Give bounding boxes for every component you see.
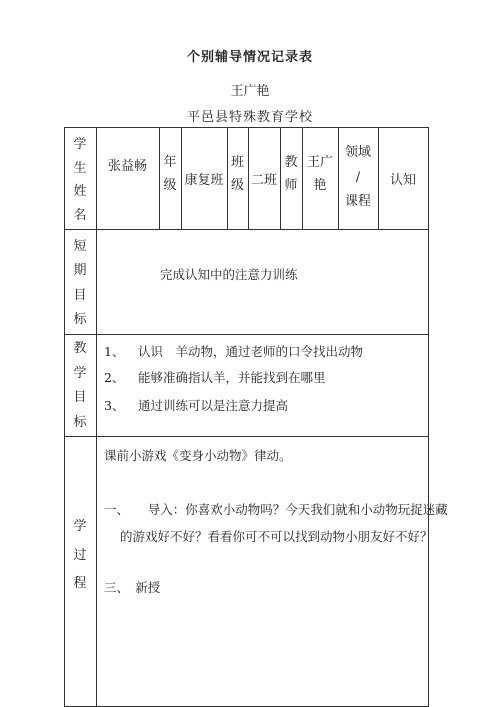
table-border-right — [428, 127, 429, 707]
short-goal-label-char: 目 — [73, 287, 87, 303]
process-label-char: 学 — [73, 519, 87, 534]
short-goal-label — [64, 240, 96, 326]
process-label-char: 程 — [73, 576, 87, 591]
class-label-char: 班 — [230, 155, 244, 170]
short-goal-label-char: 标 — [73, 311, 87, 327]
teaching-goal-text: 认识 羊动物，通过老师的口令找出动物 — [138, 344, 364, 359]
student-label-char: 名 — [73, 207, 87, 223]
teacher-name — [302, 156, 338, 192]
domain-value: 认知 — [389, 172, 416, 188]
short-goal-label-char: 期 — [73, 263, 87, 279]
process-label — [64, 520, 96, 590]
teaching-goal-text: 能够准确指认羊，并能找到在哪里 — [138, 370, 326, 385]
class-label-char: 级 — [230, 178, 244, 193]
domain-label-part: / — [355, 169, 361, 185]
grade-label-char: 级 — [163, 178, 177, 193]
teaching-goal-label-char: 目 — [73, 390, 87, 406]
school-name: 平邑县特殊教育学校 — [186, 110, 313, 125]
domain-label — [338, 146, 378, 208]
teacher-label-char: 师 — [284, 178, 298, 193]
student-label-char: 学 — [73, 137, 87, 152]
document-title: 个别辅导情况记录表 — [186, 50, 313, 65]
student-label — [64, 138, 96, 222]
grade-label-char: 年 — [163, 155, 177, 170]
author-name: 王广艳 — [230, 84, 270, 99]
teaching-goal-label — [64, 342, 96, 429]
grade-value: 康复班 — [184, 172, 224, 188]
teaching-goal-number: 3、 — [104, 398, 125, 413]
process-label-char: 过 — [73, 547, 87, 563]
teaching-goal-number: 2、 — [104, 370, 125, 385]
table-col-divider — [96, 127, 97, 707]
student-label-char: 姓 — [73, 184, 87, 200]
student-name: 张益畅 — [107, 159, 147, 174]
domain-label-part: 领域 — [344, 145, 371, 160]
table-row-divider — [64, 229, 429, 230]
process-line: 三、 新授 — [104, 580, 161, 595]
class-value: 二班 — [250, 172, 277, 188]
teaching-goal-label-char: 教 — [73, 341, 87, 356]
teacher-name-part: 王广 — [306, 155, 333, 170]
teacher-label-char: 教 — [284, 155, 298, 170]
grade-label — [159, 156, 181, 192]
table-row-divider — [64, 436, 429, 437]
teaching-goal-label-char: 标 — [73, 414, 87, 430]
class-label — [227, 156, 248, 192]
process-line: 一、 导入：你喜欢小动物吗？今天我们就和小动物玩捉迷藏 — [104, 502, 448, 517]
process-line: 课前小游戏《变身小动物》律动。 — [104, 448, 292, 463]
teacher-name-part: 艳 — [313, 178, 327, 193]
teaching-goal-number: 1、 — [104, 344, 125, 359]
domain-label-part: 课程 — [344, 194, 371, 209]
teacher-label — [280, 156, 302, 192]
table-row-divider — [64, 334, 429, 335]
student-label-char: 生 — [73, 160, 87, 176]
teaching-goal-label-char: 学 — [73, 365, 87, 381]
short-goal-label-char: 短 — [73, 239, 87, 254]
process-line: 的游戏好不好？看看你可不可以找到动物小朋友好不好？ — [120, 529, 433, 544]
short-goal-text: 完成认知中的注意力训练 — [160, 267, 298, 282]
teaching-goal-text: 通过训练可以是注意力提高 — [138, 398, 289, 413]
